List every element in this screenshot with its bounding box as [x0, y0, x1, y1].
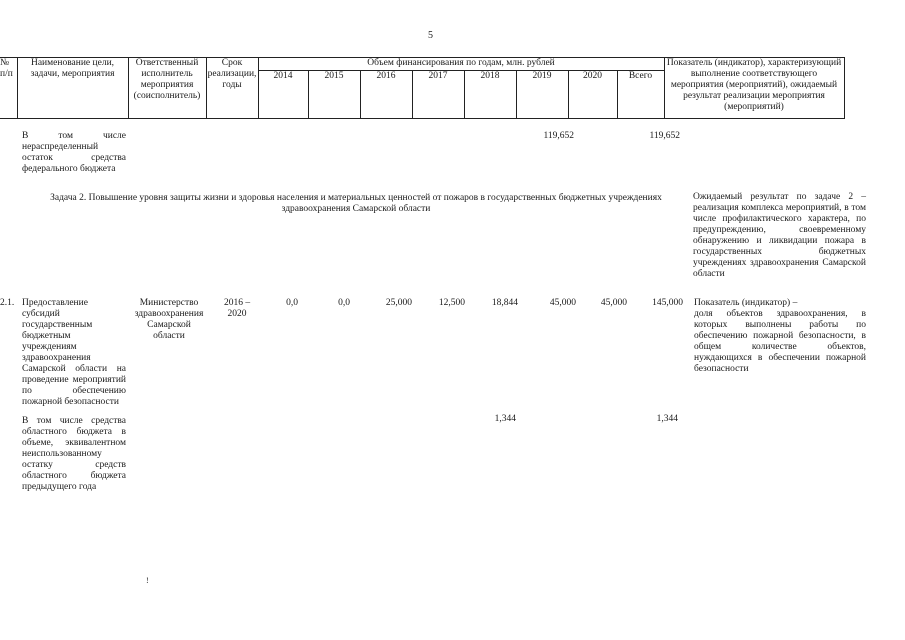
header-executor: Ответственный исполнитель мероприятия (соисполнитель) [128, 58, 206, 119]
year-2015: 2015 [308, 71, 360, 119]
row-regional-2018: 1,344 [494, 414, 516, 424]
row-21-2019: 45,000 [549, 298, 576, 308]
year-2014: 2014 [258, 71, 308, 119]
row-21-2018: 18,844 [491, 298, 518, 308]
header-table [0, 57, 845, 119]
row-federal-total: 119,652 [649, 131, 680, 141]
row-21-name: Предоставление субсидий государственным бюджетным учреждениям здравоохранения Самарской области на проведение мероприятий по обеспечению пожарной безопасности [22, 298, 126, 407]
header-name: Наименование цели, задачи, мероприятия [17, 58, 128, 119]
header-no: № п/п [0, 58, 17, 119]
row-regional-total: 1,344 [656, 414, 678, 424]
year-2017: 2017 [412, 71, 464, 119]
row-21-2015: 0,0 [338, 298, 350, 308]
header-funding: Объем финансирования по годам, млн. рублей [258, 58, 664, 71]
year-2019: 2019 [516, 71, 568, 119]
row-21-total: 145,000 [652, 298, 683, 308]
row-21-2016: 25,000 [385, 298, 412, 308]
row-21-2020: 45,000 [600, 298, 627, 308]
year-total: Всего [617, 71, 664, 119]
row-federal-name: В том числе нераспределенный остаток средства федерального бюджета [22, 131, 126, 174]
header-indicator: Показатель (индикатор), характеризующий выполнение соответствующего мероприятия (мероприятий), ожидаемый результат реализации мероприятия (мероприятий) [664, 58, 844, 119]
year-2016: 2016 [360, 71, 412, 119]
row-21-indicator: доля объектов здравоохранения, в которых выполнены работы по обеспечению пожарной безопасности, в общем количестве объектов, нуждающихся в обеспечении пожарной безопасности [694, 309, 866, 374]
row-21-2014: 0,0 [286, 298, 298, 308]
task2-title: Задача 2. Повышение уровня защиты жизни и здоровья населения и материальных ценностей от пожаров в государственных бюджетных учреждениях здравоохранения Самарской области [50, 193, 662, 214]
row-21-indicator-title: Показатель (индикатор) – [694, 298, 798, 308]
year-2020: 2020 [568, 71, 617, 119]
row-21-term: 2016 – 2020 [223, 298, 251, 319]
row-21-executor: Министерство здравоохранения Самарской области [134, 298, 204, 341]
footer-mark: ! [146, 576, 149, 585]
year-2018: 2018 [464, 71, 516, 119]
row-regional-name: В том числе средства областного бюджета в объеме, эквивалентном неиспользованному остатку средств областного бюджета предыдущего года [22, 416, 126, 492]
row-federal-2019: 119,652 [543, 131, 574, 141]
task2-expected: Ожидаемый результат по задаче 2 – реализация комплекса мероприятий, в том числе профилактического характера, по предупреждению, своевременному обнаружению и ликвидации пожара в государственных бюджетных учреждениях здравоохранения Самарской области [693, 192, 866, 279]
header-term: Срок реализации, годы [206, 58, 258, 119]
page-number: 5 [428, 30, 433, 41]
row-21-2017: 12,500 [438, 298, 465, 308]
row-21-no: 2.1. [0, 298, 15, 308]
